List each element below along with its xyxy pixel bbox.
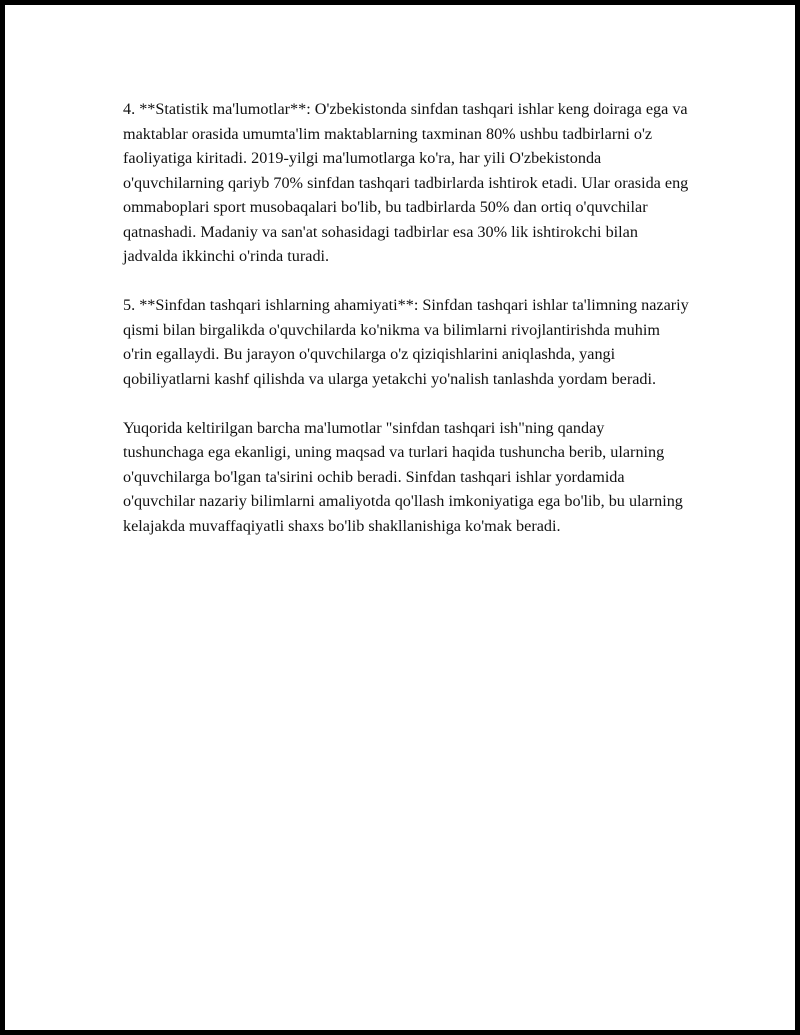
document-body <box>123 97 689 563</box>
paragraph-conclusion: Yuqorida keltirilgan barcha ma'lumotlar "sinfdan tashqari ish"ning qanday tushunchaga ega ekanligi, uning maqsad va turlari haqida tushuncha berib, ularning o'quvchilarga bo'lgan ta'sirini ochib beradi. Sinfdan tashqari ishlar yordamida o'quvchilar nazariy bilimlarni amaliyotda qo'llash imkoniyatiga ega bo'lib, bu ularning kelajakda muvaffaqiyatli shaxs bo'lib shakllanishiga ko'mak beradi. <box>123 418 683 535</box>
paragraph-importance: 5. **Sinfdan tashqari ishlarning ahamiyati**: Sinfdan tashqari ishlar ta'limning nazariy qismi bilan birgalikda o'quvchilarda ko'nikma va bilimlarni rivojlantirishda muhim o'rin egallaydi. Bu jarayon o'quvchilarga o'z qiziqishlarini aniqlashda, yangi qobiliyatlarni kashf qilishda va ularga yetakchi yo'nalish tanlashda yordam beradi. <box>123 296 689 388</box>
paragraph-statistics: 4. **Statistik ma'lumotlar**: O'zbekistonda sinfdan tashqari ishlar keng doiraga ega va maktablar orasida umumta'lim maktablarning taxminan 80% ushbu tadbirlarni o'z faoliyatiga kiritadi. 2019-yilgi ma'lumotlarga ko'ra, har yili O'zbekistonda o'quvchilarning qariyb 70% sinfdan tashqari tadbirlarda ishtirok etadi. Ular orasida eng ommaboplari sport musobaqalari bo'lib, bu tadbirlarda 50% dan ortiq o'quvchilar qatnashadi. Madaniy va san'at sohasidagi tadbirlar esa 30% lik ishtirokchi bilan jadvalda ikkinchi o'rinda turadi. <box>123 100 689 265</box>
